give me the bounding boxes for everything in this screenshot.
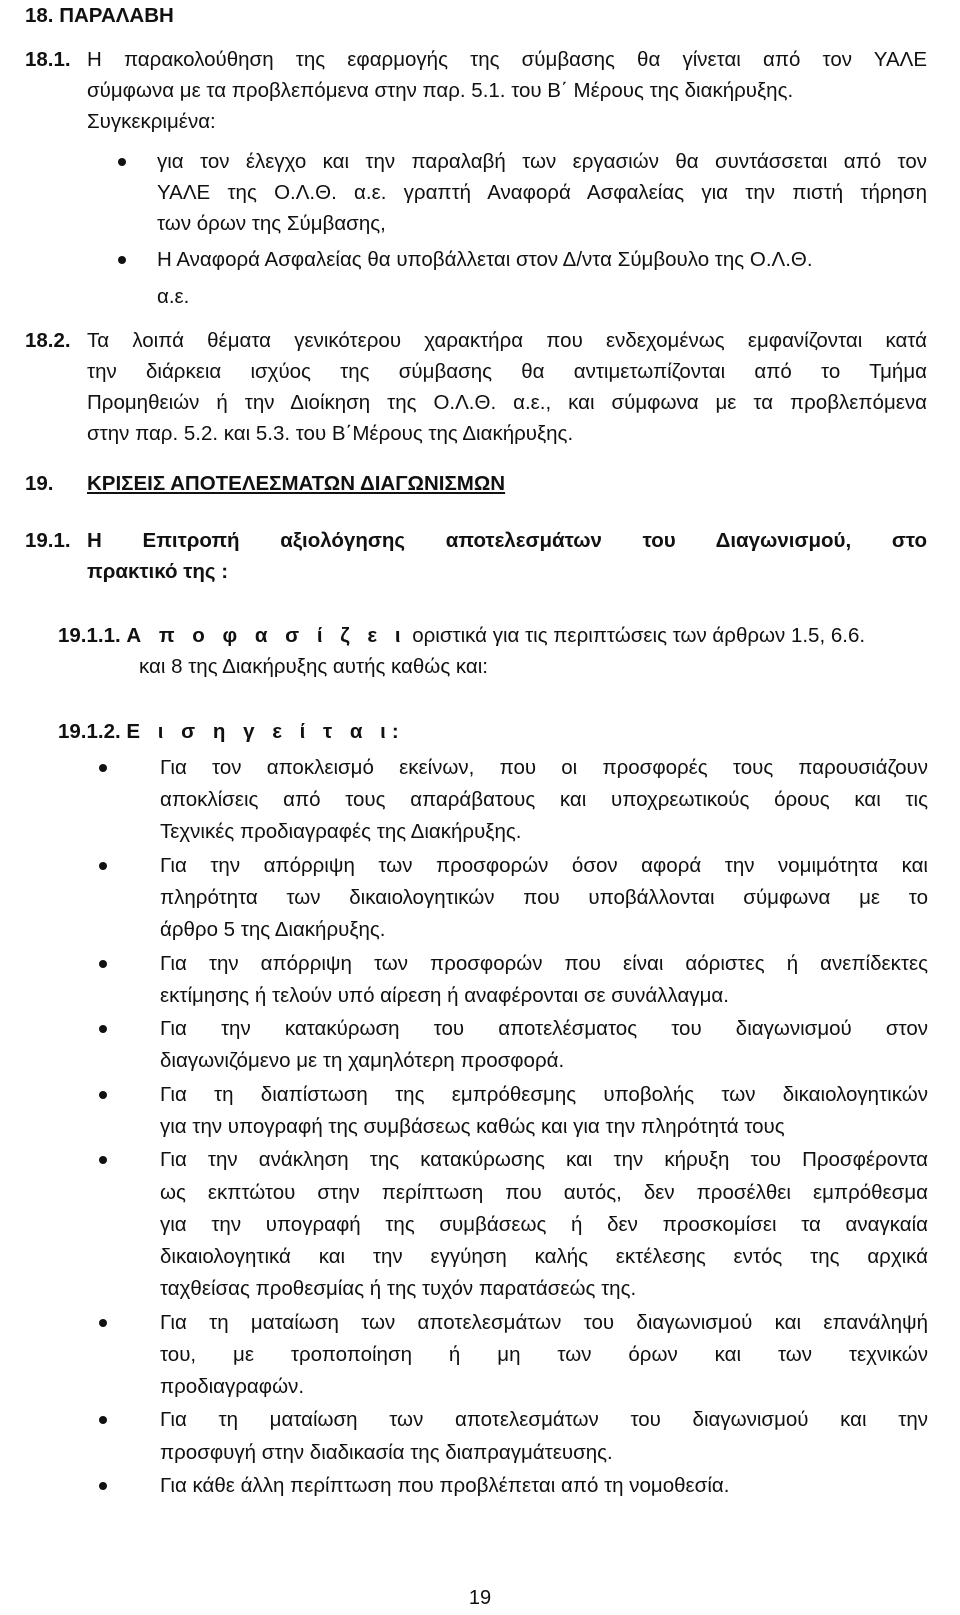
list-item-line: του, με τροποποίηση ή μη των όρων και των τεχνικών — [160, 1342, 928, 1366]
list-item-line: εκτίμησης ή τελούν υπό αίρεση ή αναφέρονται σε συνάλλαγμα. — [160, 983, 729, 1007]
list-item — [157, 244, 927, 312]
paragraph-19-1-2-number: 19.1.2. — [58, 720, 121, 743]
paragraph-19-1-1-number: 19.1.1. — [58, 624, 121, 647]
list-item-line: για την υπογραφή της συμβάσεως καθώς και για την πληρότητά τους — [160, 1115, 785, 1138]
section-19-heading: ΚΡΙΣΕΙΣ ΑΠΟΤΕΛΕΣΜΑΤΩΝ ΔΙΑΓΩΝΙΣΜΩΝ — [87, 472, 506, 495]
paragraph-18-1-line: Η παρακολούθηση της εφαρμογής της σύμβασης θα γίνεται από τον ΥΑΛΕ — [87, 48, 927, 71]
list-item — [160, 1307, 928, 1404]
list-item — [160, 948, 928, 1012]
bullet-icon — [118, 158, 126, 166]
list-item-line: α.ε. — [157, 285, 190, 308]
list-item — [160, 1470, 928, 1502]
list-item-line: προδιαγραφών. — [160, 1375, 305, 1398]
list-item-line: ταχθείσας προθεσμίας ή της τυχόν παρατάσεώς της. — [160, 1277, 637, 1301]
paragraph-19-1-line: Η Επιτροπή αξιολόγησης αποτελεσμάτων του Διαγωνισμού, στο — [87, 529, 927, 552]
list-item — [160, 752, 928, 849]
bullet-icon — [99, 1091, 107, 1099]
list-item-line: ως εκπτώτου στην περίπτωση που αυτός, δεν προσέλθει εμπρόθεσμα — [160, 1180, 928, 1204]
list-item-line: Για την κατακύρωση του αποτελέσματος του διαγωνισμού στον — [160, 1017, 928, 1041]
paragraph-19-1-number: 19.1. — [25, 529, 71, 552]
list-item-line: Για την ανάκληση της κατακύρωσης και την κήρυξη του Προσφέροντα — [160, 1148, 928, 1172]
list-item — [160, 1144, 928, 1305]
section-19-number: 19. — [25, 472, 54, 495]
paragraph-19-1 — [87, 525, 927, 587]
list-item — [157, 146, 927, 239]
list-item — [160, 850, 928, 947]
paragraph-18-1-line: σύμφωνα με τα προβλεπόμενα στην παρ. 5.1. του Β΄ Μέρους της διακήρυξης. — [87, 79, 794, 102]
list-item-line: Για τη ματαίωση των αποτελεσμάτων του διαγωνισμού και την — [160, 1408, 928, 1432]
list-item-line: για τον έλεγχο και την παραλαβή των εργασιών θα συντάσσεται από τον — [157, 150, 927, 173]
list-item-line: Για τη διαπίστωση της εμπρόθεσμης υποβολής των δικαιολογητικών — [160, 1082, 928, 1106]
paragraph-19-1-1 — [58, 620, 928, 651]
bullet-icon — [99, 764, 107, 772]
list-item — [160, 1079, 928, 1143]
paragraph-18-1-cont — [87, 75, 793, 137]
bullet-icon — [99, 960, 107, 968]
list-item-line: για την υπογραφή της συμβάσεως ή δεν προσκομίσει τα αναγκαία — [160, 1212, 928, 1236]
paragraph-18-1-line: Συγκεκριμένα: — [87, 110, 216, 133]
section-18-heading: 18. ΠΑΡΑΛΑΒΗ — [25, 4, 174, 27]
bullet-icon — [99, 1482, 107, 1490]
bullet-icon — [99, 1025, 107, 1033]
paragraph-18-2-line: στην παρ. 5.2. και 5.3. του Β΄Μέρους της Διακήρυξης. — [87, 422, 574, 445]
list-item-line: Για τη ματαίωση των αποτελεσμάτων του διαγωνισμού και επανάληψή — [160, 1310, 928, 1334]
paragraph-18-2-line: Προμηθειών ή την Διοίκηση της Ο.Λ.Θ. α.ε., και σύμφωνα με τα προβλεπόμενα — [87, 391, 927, 414]
page-number: 19 — [468, 1587, 492, 1609]
list-item-line: άρθρο 5 της Διακήρυξης. — [160, 918, 386, 942]
list-item-line: αποκλίσεις από τους απαράβατους και υποχρεωτικούς όρους και τις — [160, 788, 928, 812]
list-item-line: Για την απόρριψη των προσφορών όσον αφορά την νομιμότητα και — [160, 853, 928, 877]
list-item-line: Η Αναφορά Ασφαλείας θα υποβάλλεται στον Δ/ντα Σύμβουλο της Ο.Λ.Θ. — [157, 248, 813, 271]
bullet-icon — [118, 256, 126, 264]
paragraph-19-1-1-line: και 8 της Διακήρυξης αυτής καθώς και: — [139, 655, 488, 678]
bullet-icon — [99, 1416, 107, 1424]
list-item-line: πληρότητα των δικαιολογητικών που υποβάλλονται σύμφωνα με το — [160, 886, 928, 909]
list-item-line: δικαιολογητικά και την εγγύηση καλής εκτέλεσης εντός της αρχικά — [160, 1245, 928, 1268]
list-item-line: Για την απόρριψη των προσφορών που είναι αόριστες ή ανεπίδεκτες — [160, 951, 928, 975]
list-item-line: Για κάθε άλλη περίπτωση που προβλέπεται από τη νομοθεσία. — [160, 1474, 730, 1497]
list-item-line: των όρων της Σύμβασης, — [157, 212, 386, 235]
list-item — [160, 1404, 928, 1468]
list-item-line: Τεχνικές προδιαγραφές της Διακήρυξης. — [160, 820, 522, 844]
paragraph-18-2-number: 18.2. — [25, 329, 71, 352]
decides-label: Α π ο φ α σ ί ζ ε ι — [126, 624, 407, 647]
recommends-label: Ε ι σ η γ ε ί τ α ι: — [126, 720, 405, 743]
bullet-icon — [99, 1156, 107, 1164]
paragraph-18-2-line: Τα λοιπά θέματα γενικότερου χαρακτήρα που ενδεχομένως εμφανίζονται κατά — [87, 329, 927, 352]
paragraph-18-1-number: 18.1. — [25, 48, 71, 71]
paragraph-19-1-1-text: οριστικά για τις περιπτώσεις των άρθρων 1.5, 6.6. — [406, 624, 866, 647]
list-item-line: διαγωνιζόμενο με τη χαμηλότερη προσφορά. — [160, 1049, 565, 1073]
paragraph-18-2 — [87, 325, 927, 449]
list-item — [160, 1013, 928, 1077]
list-item-line: προσφυγή στην διαδικασία της διαπραγμάτευσης. — [160, 1440, 613, 1464]
paragraph-19-1-1-cont — [139, 651, 488, 682]
bullet-icon — [99, 862, 107, 870]
paragraph-18-1 — [87, 44, 927, 75]
list-item-line: ΥΑΛΕ της Ο.Λ.Θ. α.ε. γραπτή Αναφορά Ασφαλείας για την πιστή τήρηση — [157, 181, 927, 204]
paragraph-19-1-1-line — [58, 620, 928, 651]
bullet-icon — [99, 1319, 107, 1327]
paragraph-18-2-line: την διάρκεια ισχύος της σύμβασης θα αντιμετωπίζονται από το Τμήμα — [87, 360, 927, 383]
paragraph-19-1-line: πρακτικό της : — [87, 560, 229, 583]
list-item-line: Για τον αποκλεισμό εκείνων, που οι προσφορές τους παρουσιάζουν — [160, 756, 928, 779]
paragraph-19-1-2 — [58, 716, 405, 747]
